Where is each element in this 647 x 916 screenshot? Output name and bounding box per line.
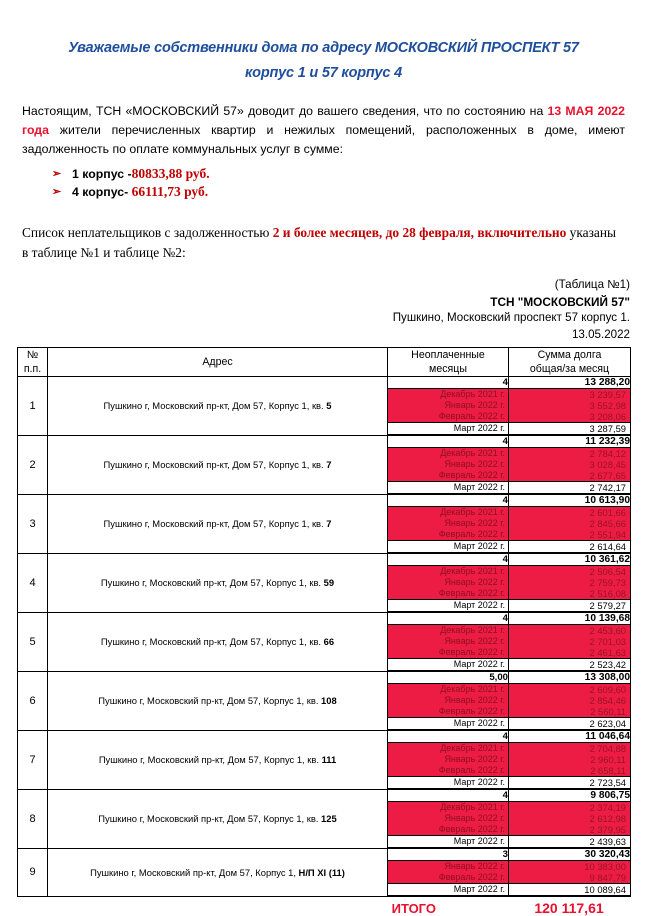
row-months-count: 4 [388,612,509,625]
row-address-unit: 7 [326,459,332,470]
totals-row [0,900,630,916]
page-title [0,0,647,86]
intro-highlight-date: 13 МАЯ 2022 года [22,104,625,137]
row-total-debt: 30 320,43 [509,848,631,861]
row-address-prefix: Пушкино г, Московский пр-кт, Дом 57, Корпус 1, кв. [103,459,327,470]
row-months-count: 4 [388,494,509,507]
row-address-prefix: Пушкино г, Московский пр-кт, Дом 57, Корпус 1, кв. [98,813,322,824]
row-number: 3 [18,494,48,553]
month-amount: 9 847,79 [509,872,631,884]
list-item [52,165,647,183]
building-1-amount: 80833,88 руб. [131,166,210,181]
intro-text-part2: жители перечисленных квартир и нежилых помещений, расположенных в доме, имеют задолженность по оплате коммунальных услуг в сумме: [22,123,625,156]
month-amount: 10 383,00 [509,861,631,873]
month-label: Декабрь 2021 г. [388,448,509,460]
table-row [18,848,631,861]
table-header-row [18,348,631,377]
row-address [48,848,388,896]
organization-address: Пушкино, Московский проспект 57 корпус 1. [392,311,630,324]
column-header-months [388,348,509,377]
row-total-debt: 13 308,00 [509,671,631,684]
row-address [48,671,388,730]
debtor-list-paragraph [0,201,647,263]
month-label: Январь 2022 г. [388,861,509,873]
row-address-unit: 108 [321,695,337,706]
month-amount: 3 028,45 [509,459,631,470]
month-amount: 2 612,98 [509,813,631,824]
month-label: Февраль 2022 г. [388,706,509,718]
month-label: Январь 2022 г. [388,459,509,470]
table-row [18,553,631,566]
column-header-number-line2: п.п. [23,363,42,375]
month-label: Февраль 2022 г. [388,588,509,600]
month-amount: 2 614,64 [509,541,631,554]
table-row [18,671,631,684]
list-item [52,183,647,201]
month-amount: 2 461,63 [509,647,631,659]
month-amount: 2 506,54 [509,566,631,578]
debt-summary-list [0,159,647,201]
month-label: Февраль 2022 г. [388,470,509,482]
row-number: 6 [18,671,48,730]
row-number: 7 [18,730,48,789]
building-4-label: 4 корпус- [72,185,132,199]
column-header-months-line1: Неоплаченные [411,349,485,361]
table-row [18,730,631,743]
row-months-count: 4 [388,789,509,802]
month-amount: 2 759,73 [509,577,631,588]
month-label: Февраль 2022 г. [388,765,509,777]
intro-paragraph [0,86,647,159]
row-address-unit: Н/П XI (11) [298,866,345,878]
total-value: 120 117,61 [534,900,604,916]
month-amount: 10 089,64 [509,884,631,897]
month-label: Март 2022 г. [388,718,509,731]
page-title-line2: корпус 1 и 57 корпус 4 [245,65,402,81]
row-address-unit: 125 [321,813,337,824]
row-total-debt: 10 613,90 [509,494,631,507]
month-amount: 2 579,27 [509,600,631,613]
month-amount: 2 516,08 [509,588,631,600]
row-months-count: 4 [388,553,509,566]
para2-highlight: 2 и более месяцев, до 28 февраля, включительно [272,225,567,240]
month-label: Декабрь 2021 г. [388,802,509,814]
month-amount: 2 742,17 [509,482,631,495]
month-amount: 2 374,19 [509,802,631,814]
month-label: Январь 2022 г. [388,754,509,765]
month-amount: 2 723,54 [509,777,631,790]
row-address-unit: 7 [326,518,332,529]
month-label: Декабрь 2021 г. [388,625,509,637]
month-amount: 2 784,12 [509,448,631,460]
row-address-prefix: Пушкино г, Московский пр-кт, Дом 57, Корпус 1, [90,866,299,878]
table-body [18,377,631,897]
month-label: Январь 2022 г. [388,518,509,529]
month-amount: 2 453,60 [509,625,631,637]
month-label: Март 2022 г. [388,600,509,613]
total-label: ИТОГО [391,901,436,916]
row-number: 2 [18,435,48,494]
month-amount: 2 701,03 [509,636,631,647]
month-label: Март 2022 г. [388,884,509,897]
month-amount: 2 623,04 [509,718,631,731]
row-address [48,494,388,553]
month-label: Январь 2022 г. [388,400,509,411]
row-total-debt: 9 806,75 [509,789,631,802]
month-label: Декабрь 2021 г. [388,743,509,755]
debt-table [17,347,631,897]
row-address-prefix: Пушкино г, Московский пр-кт, Дом 57, Корпус 1, кв. [103,518,327,529]
intro-text-part1: Настоящим, ТСН «МОСКОВСКИЙ 57» доводит до вашего сведения, что по состоянию на [22,104,548,118]
month-amount: 2 854,46 [509,695,631,706]
row-address [48,377,388,436]
row-number: 9 [18,848,48,896]
month-amount: 2 439,63 [509,836,631,849]
row-address-unit: 66 [323,636,335,647]
page-title-line1: Уважаемые собственники дома по адресу МОСКОВСКИЙ ПРОСПЕКТ 57 [68,40,579,56]
month-label: Март 2022 г. [388,482,509,495]
table-row [18,377,631,389]
row-number: 8 [18,789,48,848]
row-months-count: 3 [388,848,509,861]
month-label: Февраль 2022 г. [388,872,509,884]
month-amount: 2 845,66 [509,518,631,529]
month-amount: 2 704,88 [509,743,631,755]
column-header-number-line1: № [26,349,39,361]
month-amount: 2 551,94 [509,529,631,541]
row-address-prefix: Пушкино г, Московский пр-кт, Дом 57, Корпус 1, кв. [98,754,322,765]
arrow-bullet-icon: ➢ [52,186,62,198]
row-total-debt: 11 046,64 [509,730,631,743]
row-address-prefix: Пушкино г, Московский пр-кт, Дом 57, Корпус 1, кв. [100,636,324,647]
organization-name: ТСН "МОСКОВСКИЙ 57" [490,294,630,309]
month-label: Февраль 2022 г. [388,647,509,659]
building-4-amount: 66111,73 руб. [131,184,209,199]
row-address-unit: 5 [326,400,332,412]
column-header-number [18,348,48,377]
para2-part2: указаны в таблице №1 и таблице №2: [22,225,616,260]
month-amount: 2 379,95 [509,824,631,836]
row-total-debt: 10 139,68 [509,612,631,625]
month-label: Декабрь 2021 г. [388,684,509,696]
building-1-label: 1 корпус - [72,167,132,181]
month-label: Декабрь 2021 г. [388,389,509,401]
row-address [48,730,388,789]
month-label: Февраль 2022 г. [388,824,509,836]
row-number: 5 [18,612,48,671]
column-header-sum-line2: общая/за месяц [529,363,610,375]
table-row [18,612,631,625]
column-header-address: Адрес [48,348,388,377]
month-amount: 2 658,11 [509,765,631,777]
row-number: 4 [18,553,48,612]
row-address [48,789,388,848]
month-label: Декабрь 2021 г. [388,507,509,519]
row-address [48,435,388,494]
table-caption-block [0,263,647,343]
month-label: Январь 2022 г. [388,577,509,588]
month-amount: 2 960,11 [509,754,631,765]
month-amount: 2 560,11 [509,706,631,718]
month-label: Январь 2022 г. [388,636,509,647]
row-months-count: 4 [388,435,509,448]
row-number: 1 [18,377,48,436]
month-amount: 3 239,57 [509,389,631,401]
row-address-prefix: Пушкино г, Московский пр-кт, Дом 57, Корпус 1, кв. [98,695,322,706]
month-label: Март 2022 г. [388,836,509,849]
row-total-debt: 13 288,20 [509,377,631,389]
month-label: Март 2022 г. [388,541,509,554]
month-label: Март 2022 г. [388,423,509,436]
month-label: Февраль 2022 г. [388,411,509,423]
column-header-sum-line1: Сумма долга [537,349,602,361]
row-total-debt: 10 361,62 [509,553,631,566]
row-address-prefix: Пушкино г, Московский пр-кт, Дом 57, Корпус 1, кв. [103,400,327,412]
month-label: Февраль 2022 г. [388,529,509,541]
column-header-months-line2: месяцы [429,363,467,375]
para2-part1: Список неплательщиков с задолженностью [22,225,273,240]
month-amount: 3 287,59 [509,423,631,436]
table-row [18,494,631,507]
month-amount: 2 677,65 [509,470,631,482]
month-amount: 2 523,42 [509,659,631,672]
table-row [18,435,631,448]
month-label: Январь 2022 г. [388,695,509,706]
table-row [18,789,631,802]
month-label: Декабрь 2021 г. [388,566,509,578]
month-amount: 3 552,98 [509,400,631,411]
table-caption: (Таблица №1) [554,278,630,291]
month-amount: 2 601,66 [509,507,631,519]
month-amount: 2 609,60 [509,684,631,696]
month-amount: 3 208,06 [509,411,631,423]
row-months-count: 5,00 [388,671,509,684]
row-months-count: 4 [388,730,509,743]
report-date: 13.05.2022 [571,327,630,341]
row-address [48,612,388,671]
row-address [48,553,388,612]
month-label: Март 2022 г. [388,659,509,672]
row-total-debt: 11 232,39 [509,435,631,448]
month-label: Март 2022 г. [388,777,509,790]
month-label: Январь 2022 г. [388,813,509,824]
column-header-sum [509,348,631,377]
row-address-unit: 111 [321,754,337,765]
row-months-count: 4 [388,377,509,389]
row-address-prefix: Пушкино г, Московский пр-кт, Дом 57, Корпус 1, кв. [100,577,324,588]
row-address-unit: 59 [323,577,335,588]
arrow-bullet-icon: ➢ [52,168,62,180]
